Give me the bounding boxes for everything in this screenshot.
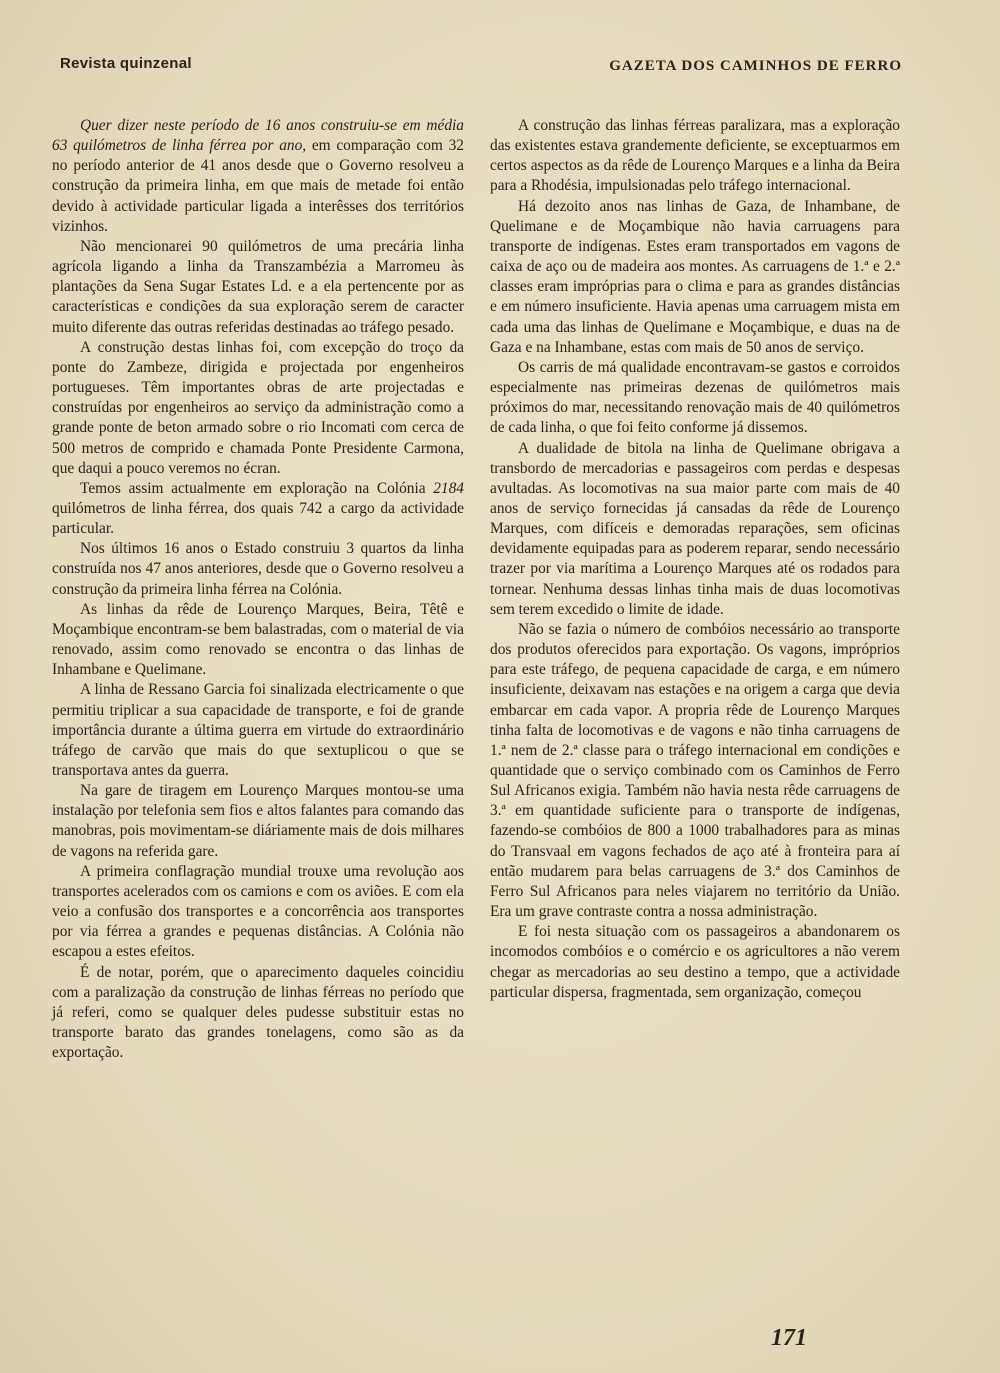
paragraph: Há dezoito anos nas linhas de Gaza, de Inhambane, de Quelimane e de Moçambique não havia carruagens para transporte de indígenas. Estes eram transportados em vagons de caixa de aço ou de madeira aos montes. As carruagens de 1.ª e 2.ª classes eram impróprias para o clima e para as grandes distâncias e em número insuficiente. Havia apenas uma carruagem mista em cada uma das linhas de Quelimane e Moçambique, e duas na de Gaza e na Inhambane, estas com mais de 50 anos de serviço. — [490, 197, 900, 356]
paragraph: Não mencionarei 90 quilómetros de uma precária linha agrícola ligando a linha da Transzambézia a Marromeu às plantações da Sena Sugar Estates Ld. e a ela pertencente por as características e condições da sua exploração serem de caracter muito diferente das outras referidas destinadas ao tráfego pesado. — [52, 237, 464, 336]
paragraph — [52, 479, 464, 539]
italic-text: Quer dizer neste período de 16 anos construiu-se em média 63 quilómetros de linha férrea por ano, — [52, 117, 464, 155]
paragraph-text: quilómetros de linha férrea, dos quais 742 a cargo da actividade particular. — [52, 499, 464, 538]
paragraph: E foi nesta situação com os passageiros a abandonarem os incomodos combóios e o comércio e os agricultores a não verem chegar as mercadorias ao seu destino a tempo, que a actividade particular dispersa, fragmentada, sem organização, começou — [490, 923, 900, 1001]
running-header-right: GAZETA DOS CAMINHOS DE FERRO — [609, 58, 902, 74]
paragraph: A dualidade de bitola na linha de Quelimane obrigava a transbordo de mercadorias e passageiros com perdas e despesas avultadas. As locomotivas na sua maior parte com mais de 40 anos de serviço fornecidas já cansadas da rêde de Lourenço Marques, com difíceis e demoradas reparações, sem oficinas devidamente equipadas para as poderem reparar, sendo necessário trazer por via marítima a Lourenço Marques até os rodados para tornear. Nenhuma dessas linhas tinha mais de duas locomotivas sem terem excedido o limite de idade. — [490, 439, 900, 618]
paragraph: A construção destas linhas foi, com excepção do troço da ponte do Zambeze, dirigida e projectada por engenheiros portugueses. Têm importantes obras de arte projectadas e construídas por engenheiros ao serviço da administração como a grande ponte de beton armado sobre o rio Incomati com cerca de 500 metros de comprido e chamada Ponte Presidente Carmona, que daqui a pouco veremos no écran. — [52, 338, 464, 477]
paragraph: Nos últimos 16 anos o Estado construiu 3 quartos da linha construída nos 47 anos anteriores, desde que o Governo resolveu a construção da primeira linha férrea na Colónia. — [52, 540, 464, 598]
paragraph: Não se fazia o número de combóios necessário ao transporte dos produtos oferecidos para exportação. Os vagons, impróprios para este tráfego, de pequena capacidade de carga, e em número insuficiente, deixavam nas estações e na origem a carga que devia embarcar em cada vapor. A propria rêde de Lourenço Marques tinha falta de locomotivas e de vagons e não tinha carruagens de 1.ª nem de 2.ª classe para o tráfego internacional em condições e quantidade que o serviço combinado com os Caminhos de Ferro Sul Africanos exigia. Também não havia nesta rêde carruagens de 3.ª em quantidade suficiente para o transporte de indígenas, fazendo-se combóios de 800 a 1000 trabalhadores para as minas do Transvaal em vagons fechados de aço até à fronteira para aí então mudarem para belas carruagens de 3.ª dos Caminhos de Ferro Sul Africanos para neles viajarem no território da União. Era um grave contraste contra a nossa administração. — [490, 620, 900, 921]
paragraph: É de notar, porém, que o aparecimento daqueles coincidiu com a paralização da construção de linhas férreas no período que já referi, como se qualquer deles pudesse substituir estas no transporte barato das grandes tonelagens, como são as da exportação. — [52, 963, 464, 1062]
left-column — [52, 116, 464, 1063]
paragraph: Na gare de tiragem em Lourenço Marques montou-se uma instalação por telefonia sem fios e altos falantes para comando das manobras, pois movimentam-se diáriamente mais de dois milhares de vagons na referida gare. — [52, 782, 464, 860]
italic-number: 2184 — [433, 479, 464, 497]
paragraph — [52, 116, 464, 237]
running-header-left: Revista quinzenal — [60, 55, 192, 72]
paragraph: A construção das linhas férreas paralizara, mas a exploração das existentes estava grandemente deficiente, se exceptuarmos em certos aspectos as da rêde de Lourenço Marques e a linha da Beira para a Rhodésia, impulsionadas pelo tráfego internacional. — [490, 117, 900, 195]
paragraph: Os carris de má qualidade encontravam-se gastos e corroidos especialmente nas primeiras dezenas de quilómetros mais próximos do mar, necessitando renovação mais de 40 quilómetros de cada linha, o que foi feito conforme já dissemos. — [490, 358, 900, 437]
right-column — [490, 116, 900, 1003]
paragraph: A primeira conflagração mundial trouxe uma revolução aos transportes acelerados com os camions e com os aviões. E com ela veio a confusão dos transportes e a concorrência aos transportes por via férrea a grandes e pequenas distâncias. A Colónia não escapou a estes efeitos. — [52, 862, 464, 961]
paragraph: A linha de Ressano Garcia foi sinalizada electricamente o que permitiu triplicar a sua capacidade de transporte, e foi de grande importância durante a última guerra em virtude do extraordinário tráfego de carvão que mais do que sextuplicou o que se transportava antes da guerra. — [52, 681, 464, 779]
paragraph-text: Temos assim actualmente em exploração na Colónia — [80, 479, 434, 497]
page-number: 171 — [771, 1325, 807, 1351]
paragraph-text: em comparação com 32 no período anterior de 41 anos desde que o Governo resolveu a construção da primeira linha, em que mais de metade foi então devido à actividade particular ligada a interêsses dos territórios vizinhos. — [52, 137, 464, 235]
paragraph: As linhas da rêde de Lourenço Marques, Beira, Têtê e Moçambique encontram-se bem balastradas, com o material de via renovado, assim como renovado se encontra o das linhas de Inhambane e Quelimane. — [52, 600, 464, 679]
